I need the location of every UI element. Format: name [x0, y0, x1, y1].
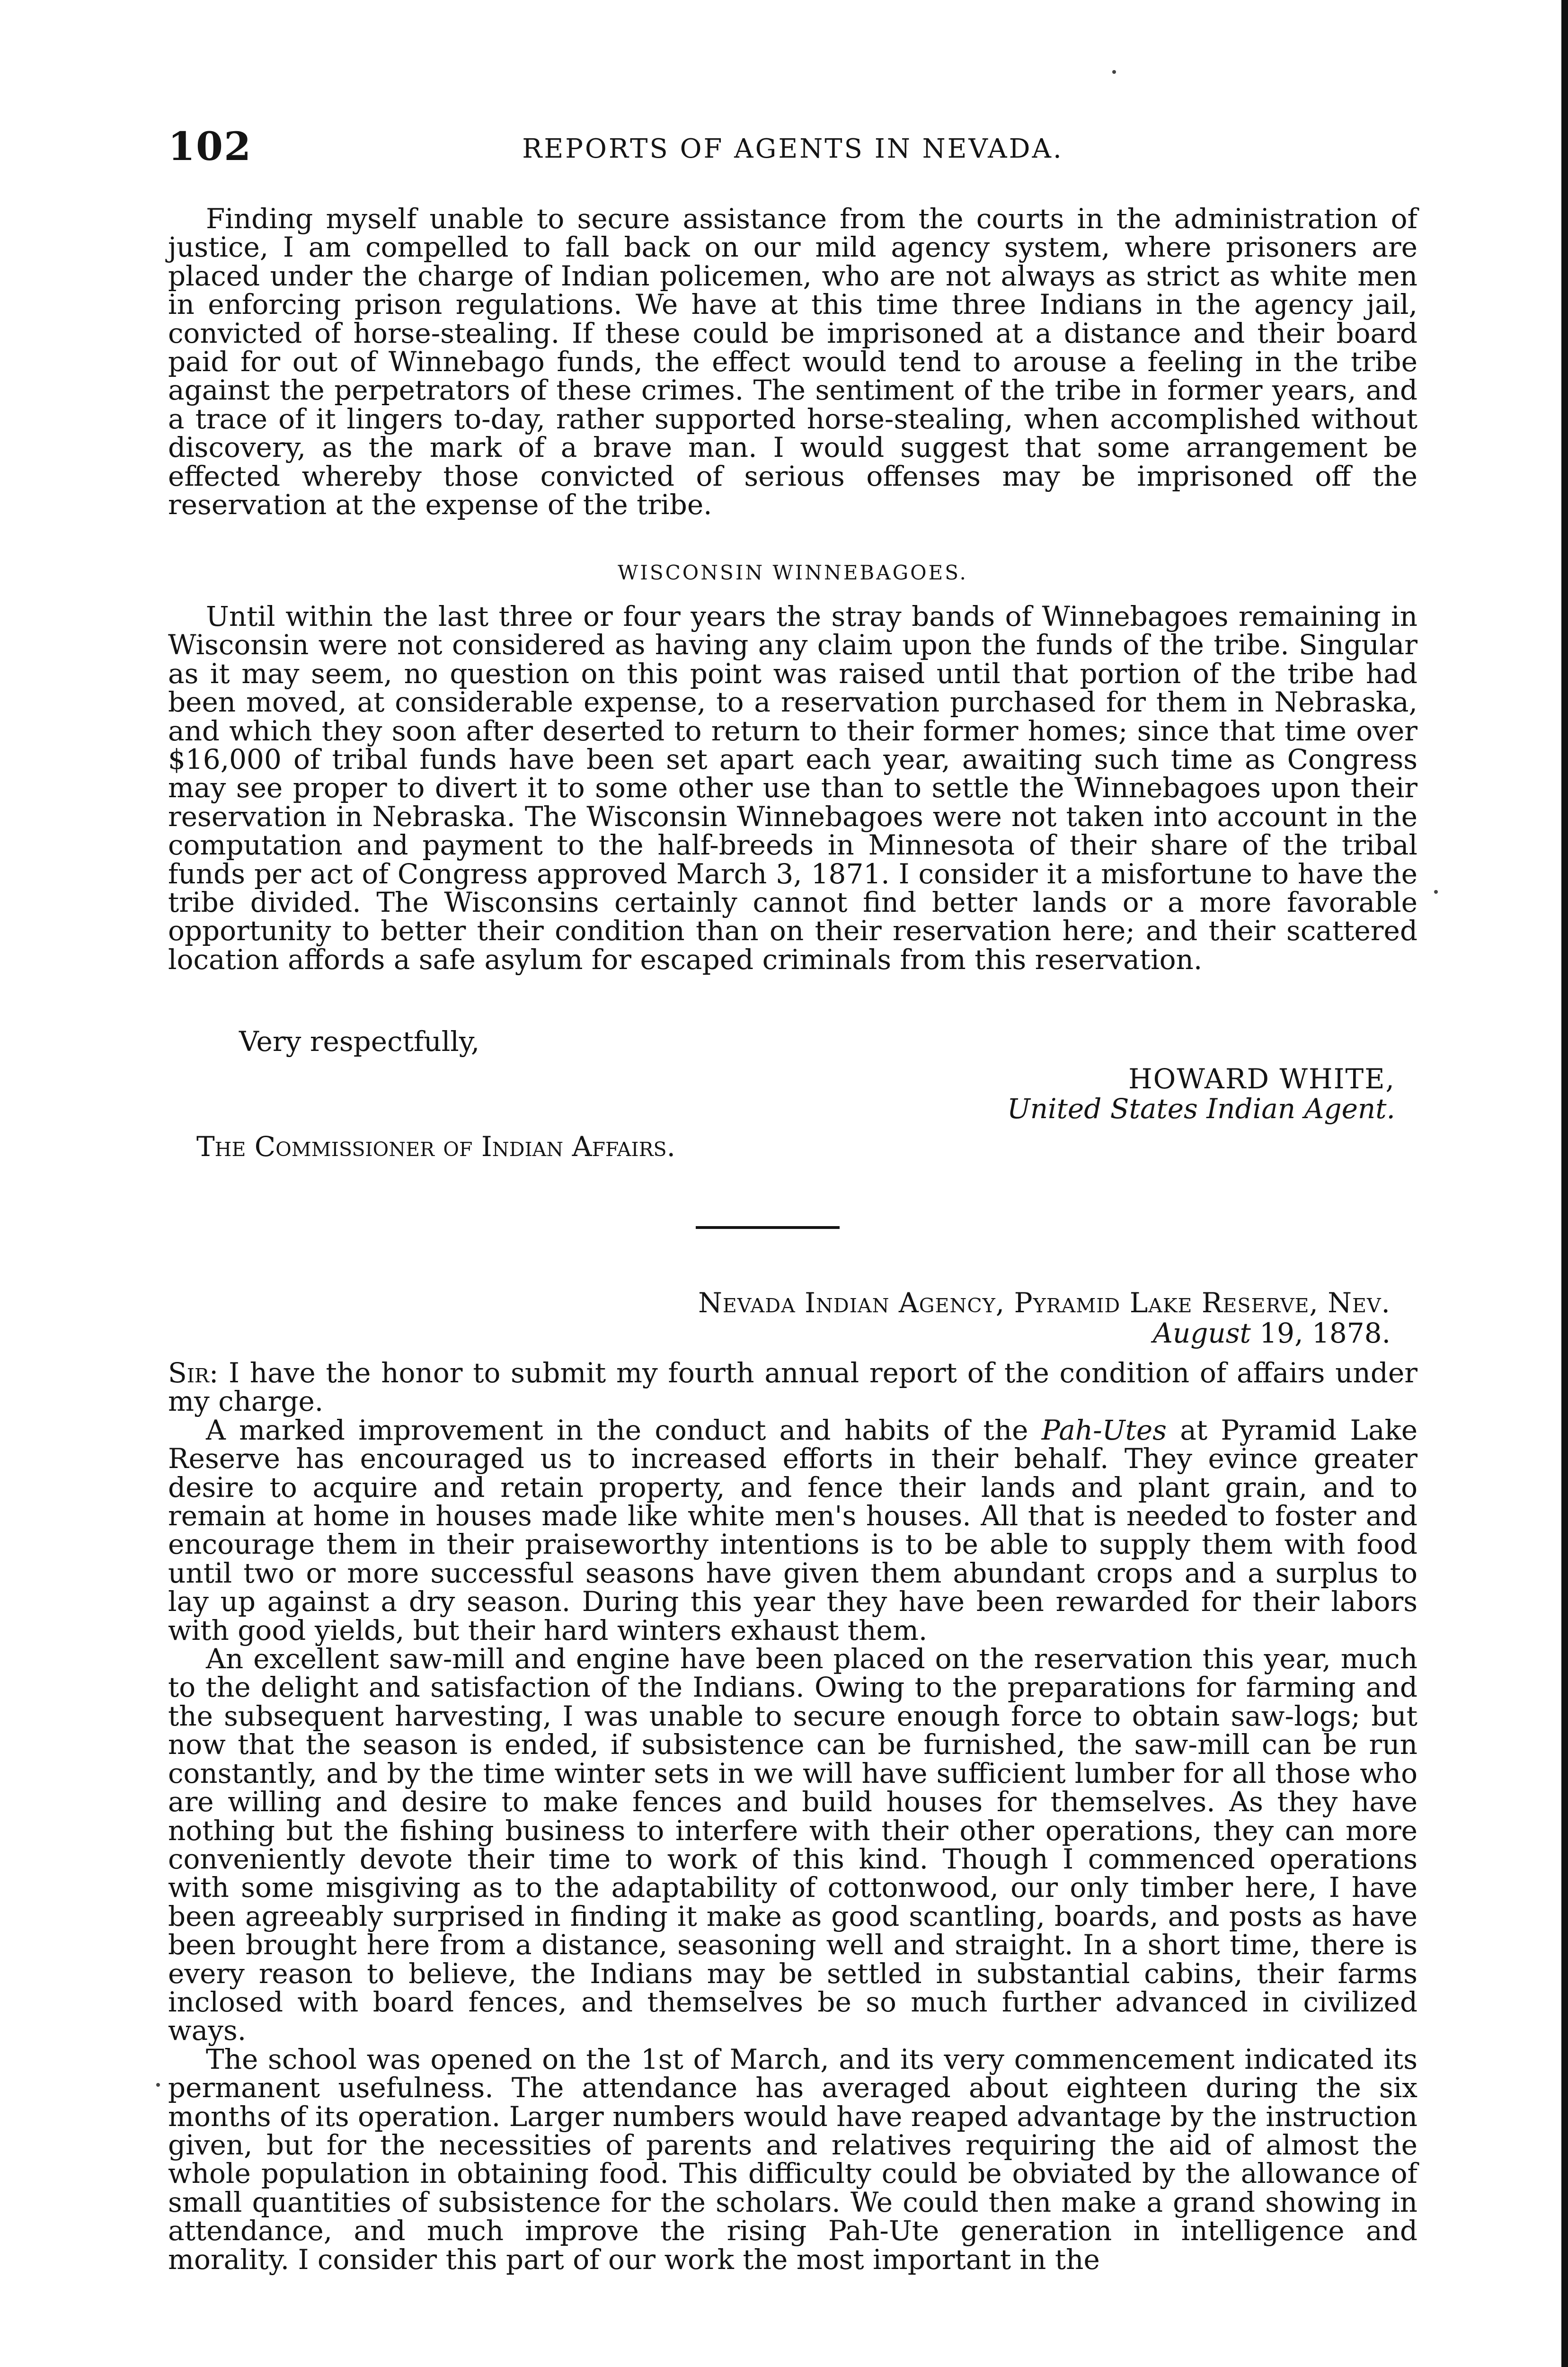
- p3-before: A marked improvement in the conduct and habits of the: [206, 1414, 1028, 1446]
- text-block-3: [168, 1359, 1417, 2274]
- section-heading: WISCONSIN WINNEBAGOES.: [618, 561, 968, 584]
- scan-speck: [1112, 70, 1116, 74]
- signature-title: United States Indian Agent.: [1007, 1093, 1395, 1125]
- paragraph-school: The school was opened on the 1st of March, and its very commencement indicated its permanent usefulness. The attendance has averaged about eighteen during the six months of its operation. Larger numbers would have reaped advantage by the instruction given, but for the necessities of parents and relatives requiring the aid of almost the whole population in obtaining food. This difficulty could be obviated by the allowance of small quantities of subsistence for the scholars. We could then make a grand showing in attendance, and much improve the rising Pah-Ute generation in intelligence and morality. I consider this part of our work the most important in the: [168, 2043, 1417, 2276]
- salutation-word: Sir: [168, 1357, 209, 1389]
- text-block-1: [168, 205, 1417, 519]
- paragraph-wisconsin: Until within the last three or four years the stray bands of Winnebagoes remaining in Wisconsin were not considered as having any claim upon the funds of the tribe. Singular as it may seem, no question on this point was raised until that portion of the tribe had been moved, at considerable expense, to a reservation purchased for them in Nebraska, and which they soon after deserted to return to their former homes; since that time over $16,000 of tribal funds have been set apart each year, awaiting such time as Congress may see proper to divert it to some other use than to settle the Winnebagoes upon their reservation in Nebraska. The Wisconsin Winnebagoes were not taken into account in the computation and payment to the half-breeds in Minnesota of their share of the tribal funds per act of Congress approved March 3, 1871. I consider it a misfortune to have the tribe divided. The Wisconsins certainly cannot find better lands or a more favorable opportunity to better their condition than on their reservation here; and their scattered location affords a safe asylum for escaped criminals from this reservation.: [168, 600, 1417, 976]
- dateline-date: [1153, 1317, 1391, 1349]
- date-month: August: [1153, 1317, 1251, 1349]
- signature-name: HOWARD WHITE,: [1128, 1063, 1395, 1095]
- addressee: The Commissioner of Indian Affairs.: [196, 1130, 676, 1163]
- salutation-text: : I have the honor to submit my fourth annual report of the condition of affairs under my charge.: [168, 1357, 1417, 1418]
- scan-speck: [156, 2083, 160, 2087]
- tribe-name: Pah-Utes: [1041, 1414, 1167, 1446]
- date-day-year: 19, 1878.: [1259, 1317, 1391, 1349]
- p3-after: at Pyramid Lake Reserve has encouraged us to increased efforts in their behalf. They evince greater desire to acquire and retain property, and fence their lands and plant grain, and to remain at home in houses made like white men's houses. All that is needed to foster and encourage them in their praiseworthy intentions is to be able to supply them with food until two or more successful seasons have given them abundant crops and a surplus to lay up against a dry season. During this year they have been rewarded for their labors with good yields, but their hard winters exhaust them.: [168, 1414, 1418, 1646]
- paragraph-saw-mill: An excellent saw-mill and engine have been placed on the reservation this year, much to the delight and satisfaction of the Indians. Owing to the preparations for farming and the subsequent harvesting, I was unable to secure enough force to obtain saw-logs; but now that the season is ended, if subsistence can be furnished, the saw-mill can be run constantly, and by the time winter sets in we will have sufficient lumber for all those who are willing and desire to make fences and build houses for themselves. As they have nothing but the fishing business to interfere with their other operations, they can more conveniently devote their time to work of this kind. Though I commenced operations with some misgiving as to the adaptability of cottonwood, our only timber here, I have been agreeably surprised in finding it make as good scantling, boards, and posts as have been brought here from a distance, seasoning well and straight. In a short time, there is every reason to believe, the Indians may be settled in substantial cabins, their farms inclosed with board fences, and themselves be so much further advanced in civilized ways.: [168, 1643, 1417, 2047]
- scan-edge-right: [1561, 0, 1568, 2367]
- scan-speck: [1434, 890, 1438, 894]
- salutation: [168, 1359, 1417, 1416]
- page-header: [168, 124, 1417, 176]
- text-block-2: [168, 602, 1417, 974]
- closing: Very respectfully,: [239, 1025, 480, 1058]
- dateline-place: Nevada Indian Agency, Pyramid Lake Reserve, Nev.: [698, 1287, 1391, 1319]
- page-number: 102: [168, 124, 252, 169]
- paragraph-prisoners: Finding myself unable to secure assistance from the courts in the administration of justice, I am compelled to fall back on our mild agency system, where prisoners are placed under the charge of Indian policemen, who are not always as strict as white men in enforcing prison regulations. We have at this time three Indians in the agency jail, convicted of horse-stealing. If these could be imprisoned at a distance and their board paid for out of Winnebago funds, the effect would tend to arouse a feeling in the tribe against the perpetrators of these crimes. The sentiment of the tribe in former years, and a trace of it lingers to-day, rather supported horse-stealing, when accomplished without discovery, as the mark of a brave man. I would suggest that some arrangement be effected whereby those convicted of serious offenses may be imprisoned off the reservation at the expense of the tribe.: [168, 203, 1417, 521]
- paragraph-improvement: [168, 1416, 1417, 1645]
- running-head: REPORTS OF AGENTS IN NEVADA.: [522, 133, 1063, 164]
- section-divider: [696, 1226, 840, 1229]
